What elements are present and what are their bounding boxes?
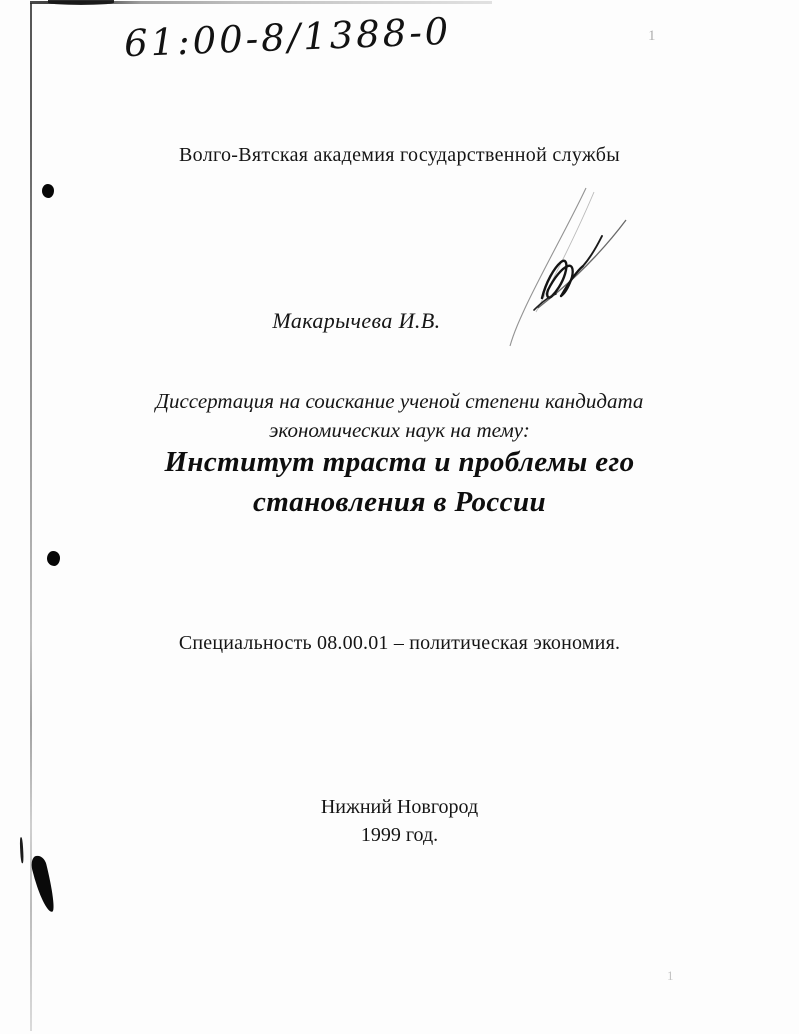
ink-smudge (29, 854, 58, 914)
imprint (0, 793, 799, 849)
thesis-title-line-2: становления в России (252, 486, 547, 518)
degree-statement (0, 387, 799, 445)
specialty-line: Специальность 08.00.01 – политическая экономия. (178, 632, 621, 654)
handwritten-library-code: 61:00-8/1388-0 (123, 9, 453, 66)
binding-hole-mark-lower (47, 551, 60, 566)
degree-statement-line-1: Диссертация на соискание ученой степени кандидата (155, 389, 644, 413)
author-name: Макарычева И.В. (272, 308, 441, 333)
thesis-title-line-1: Институт траста и проблемы его (164, 446, 635, 478)
binding-hole-mark-upper (42, 184, 54, 198)
page-number-mark: 1 (648, 28, 656, 44)
imprint-year: 1999 год. (360, 824, 439, 846)
institution-name: Волго-Вятская академия государственной службы (179, 144, 620, 166)
bottom-corner-mark: 1 (667, 968, 674, 983)
scan-edge-blob (48, 0, 114, 5)
imprint-city: Нижний Новгород (320, 796, 479, 818)
thesis-title (0, 442, 799, 522)
degree-statement-line-2: экономических наук на тему: (269, 418, 530, 442)
